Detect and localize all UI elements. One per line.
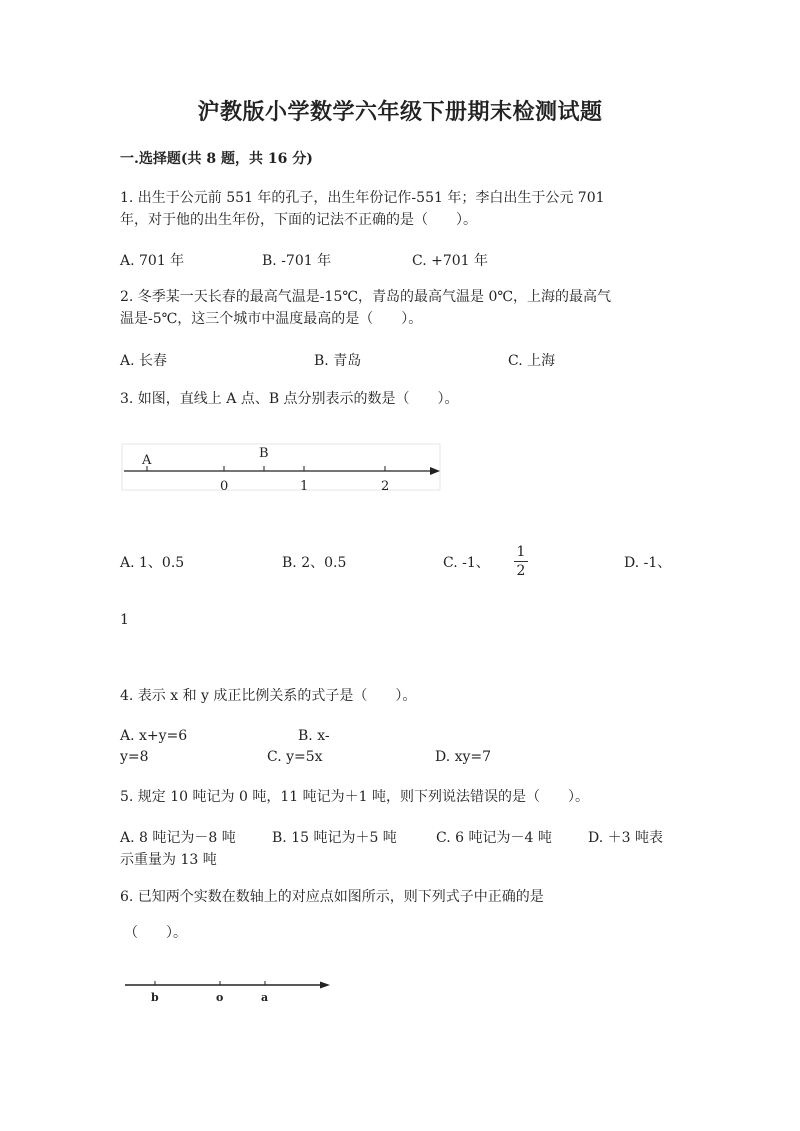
q2-option-b: B. 青岛	[314, 353, 362, 369]
q4-text: 4. 表示 x 和 y 成正比例关系的式子是（ ）。	[120, 688, 417, 704]
label-a: a	[261, 991, 269, 1004]
fraction-one-half	[514, 544, 528, 579]
q4-option-d: D. xy=7	[435, 749, 492, 765]
q4-option-b-wrap: y=8	[120, 749, 149, 765]
q3-option-a: A. 1、0.5	[120, 555, 185, 571]
q2-option-c: C. 上海	[508, 353, 556, 369]
q2-option-a: A. 长春	[120, 353, 168, 369]
q4-option-b: B. x-	[298, 728, 330, 744]
axis-arrow	[320, 982, 330, 989]
tick-label-1: 1	[300, 479, 309, 494]
fraction-denominator: 2	[516, 563, 526, 579]
q5-option-c: C. 6 吨记为－4 吨	[436, 830, 552, 846]
label-a: A	[142, 453, 152, 468]
q6-text-line1: 6. 已知两个实数在数轴上的对应点如图所示，则下列式子中正确的是	[120, 889, 544, 905]
fraction-numerator: 1	[516, 544, 526, 560]
q3-option-d-wrap: 1	[120, 612, 129, 628]
label-o: o	[216, 991, 224, 1004]
tick-label-0: 0	[220, 479, 229, 494]
q1-option-b: B. -701 年	[262, 253, 332, 269]
q1-text-line1: 1. 出生于公元前 551 年的孔子，出生年份记作-551 年；李白出生于公元 701	[120, 190, 605, 206]
q6-text-line2: （ ）。	[124, 925, 187, 941]
label-b: b	[151, 991, 159, 1004]
q4-option-c: C. y=5x	[267, 749, 323, 765]
q1-option-a: A. 701 年	[120, 253, 185, 269]
q5-option-d-wrap: 示重量为 13 吨	[120, 852, 217, 868]
fraction-bar	[514, 561, 528, 562]
q2-text-line2: 温是-5℃，这三个城市中温度最高的是（ ）。	[120, 311, 423, 327]
q5-option-b: B. 15 吨记为＋5 吨	[272, 830, 397, 846]
figure-frame	[122, 444, 440, 490]
q5-option-d: D. ＋3 吨表	[588, 830, 663, 846]
tick-label-2: 2	[381, 479, 390, 494]
q5-text: 5. 规定 10 吨记为 0 吨，11 吨记为＋1 吨，则下列说法错误的是（ ）。	[120, 789, 589, 805]
number-line-figure-2	[120, 975, 335, 1010]
q4-option-a: A. x+y=6	[120, 728, 188, 744]
section-heading: 一.选择题(共 8 题，共 16 分)	[120, 151, 313, 167]
q3-option-d: D. -1、	[624, 555, 672, 571]
q2-text-line1: 2. 冬季某一天长春的最高气温是-15℃，青岛的最高气温是 0℃，上海的最高气	[120, 289, 612, 305]
q3-text: 3. 如图，直线上 A 点、B 点分别表示的数是（ ）。	[120, 391, 459, 407]
q3-option-c: C. -1、	[443, 555, 490, 571]
q1-option-c: C. +701 年	[412, 253, 489, 269]
q3-option-b: B. 2、0.5	[282, 555, 347, 571]
q5-option-a: A. 8 吨记为－8 吨	[120, 830, 236, 846]
q1-text-line2: 年，对于他的出生年份，下面的记法不正确的是（ ）。	[120, 212, 477, 228]
number-line-figure-1	[120, 440, 445, 495]
page-title: 沪教版小学数学六年级下册期末检测试题	[197, 99, 603, 125]
label-b: B	[259, 446, 269, 461]
